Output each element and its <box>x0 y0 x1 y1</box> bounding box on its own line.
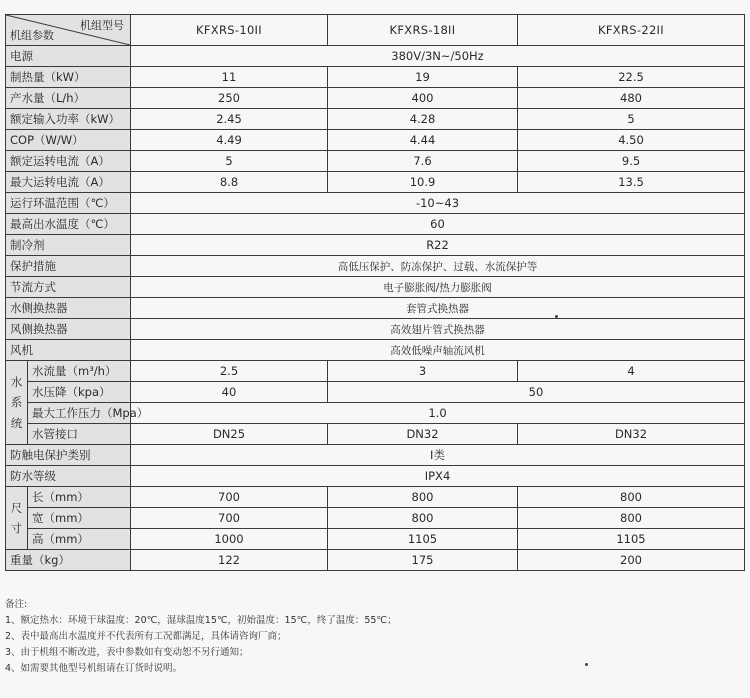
cell-value: R22 <box>131 235 745 256</box>
cell-value: 8.8 <box>131 172 328 193</box>
cell-value: 5 <box>131 151 328 172</box>
cell-value: 800 <box>518 487 745 508</box>
table-row <box>6 214 745 235</box>
cell-value: 700 <box>131 487 328 508</box>
cell-value: 3 <box>328 361 518 382</box>
note-item: 3、由于机组不断改进，表中参数如有变动恕不另行通知； <box>5 647 249 658</box>
cell-value: 50 <box>328 382 745 403</box>
table-row <box>6 172 745 193</box>
row-label: 风机 <box>6 340 131 361</box>
row-label: 制冷剂 <box>6 235 131 256</box>
cell-value: 2.5 <box>131 361 328 382</box>
corner-model-label: 机组型号 <box>80 19 124 32</box>
cell-value: 7.6 <box>328 151 518 172</box>
row-label: 最大工作压力（Mpa） <box>28 403 131 424</box>
table-row <box>6 550 745 571</box>
cell-value: 1.0 <box>131 403 745 424</box>
table-row <box>6 235 745 256</box>
cell-value: 11 <box>131 67 328 88</box>
table-row <box>6 130 745 151</box>
cell-value: 400 <box>328 88 518 109</box>
model-header: KFXRS-22II <box>518 15 745 46</box>
table-row <box>6 109 745 130</box>
group-char: 尺 <box>10 500 23 515</box>
cell-value: 高效翅片管式换热器 <box>131 319 745 340</box>
cell-value: 4.50 <box>518 130 745 151</box>
spec-table <box>5 14 745 571</box>
cell-value: 4.28 <box>328 109 518 130</box>
table-row <box>6 46 745 67</box>
notes-title: 备注: <box>5 599 28 610</box>
cell-value: 10.9 <box>328 172 518 193</box>
note-item: 1、额定热水：环境干球温度：20℃，湿球温度15℃，初始温度：15℃，终了温度：55℃； <box>5 615 397 626</box>
table-row <box>6 88 745 109</box>
table-row <box>6 445 745 466</box>
row-label: 水管接口 <box>28 424 131 445</box>
table-row <box>6 193 745 214</box>
dimensions-group-label <box>6 487 28 550</box>
cell-value: 5 <box>518 109 745 130</box>
cell-value: DN25 <box>131 424 328 445</box>
cell-value: -10~43 <box>131 193 745 214</box>
cell-value: 1000 <box>131 529 328 550</box>
row-label: 水压降（kpa） <box>28 382 131 403</box>
row-label: 最高出水温度（℃） <box>6 214 131 235</box>
cell-value: 800 <box>328 508 518 529</box>
table-row <box>6 256 745 277</box>
row-label: 节流方式 <box>6 277 131 298</box>
cell-value: 高效低噪声轴流风机 <box>131 340 745 361</box>
row-label: 保护措施 <box>6 256 131 277</box>
group-char: 统 <box>10 415 23 430</box>
table-row <box>6 508 745 529</box>
model-header: KFXRS-10II <box>131 15 328 46</box>
group-char: 寸 <box>10 521 23 535</box>
cell-value: I类 <box>131 445 745 466</box>
water-system-group-label <box>6 361 28 445</box>
cell-value: 800 <box>518 508 745 529</box>
cell-value: 40 <box>131 382 328 403</box>
row-label: 产水量（L/h） <box>6 88 131 109</box>
row-label: 额定运转电流（A） <box>6 151 131 172</box>
notes-section <box>5 597 745 677</box>
cell-value: 电子膨胀阀/热力膨胀阀 <box>131 277 745 298</box>
row-label: 额定输入功率（kW） <box>6 109 131 130</box>
cell-value: 4 <box>518 361 745 382</box>
cell-value: 2.45 <box>131 109 328 130</box>
table-row <box>6 151 745 172</box>
cell-value: 60 <box>131 214 745 235</box>
row-label: 电源 <box>6 46 131 67</box>
note-item: 2、表中最高出水温度并不代表所有工况都满足，具体请咨询厂商； <box>5 631 287 642</box>
table-row <box>6 361 745 382</box>
table-row <box>6 403 745 424</box>
note-item: 4、如需要其他型号机组请在订货时说明。 <box>5 663 183 674</box>
header-corner <box>6 15 131 46</box>
row-label: 制热量（kW） <box>6 67 131 88</box>
table-row <box>6 277 745 298</box>
corner-param-label: 机组参数 <box>10 29 54 42</box>
table-row <box>6 67 745 88</box>
cell-value: 4.49 <box>131 130 328 151</box>
cell-value: 套管式换热器 <box>131 298 745 319</box>
row-label: 长（mm） <box>28 487 131 508</box>
row-label: 风侧换热器 <box>6 319 131 340</box>
group-char: 系 <box>10 395 23 410</box>
table-row <box>6 382 745 403</box>
cell-value: 122 <box>131 550 328 571</box>
cell-value: 22.5 <box>518 67 745 88</box>
row-label: 水流量（m³/h） <box>28 361 131 382</box>
cell-value: 13.5 <box>518 172 745 193</box>
row-label: 高（mm） <box>28 529 131 550</box>
cell-value: 175 <box>328 550 518 571</box>
scan-speck <box>555 315 558 318</box>
row-label: 防水等级 <box>6 466 131 487</box>
cell-value: 19 <box>328 67 518 88</box>
cell-value: 200 <box>518 550 745 571</box>
cell-value: 380V/3N~/50Hz <box>131 46 745 67</box>
table-row <box>6 424 745 445</box>
table-row <box>6 529 745 550</box>
table-row <box>6 487 745 508</box>
row-label: COP（W/W） <box>6 130 131 151</box>
row-label: 重量（kg） <box>6 550 131 571</box>
cell-value: 高低压保护、防冻保护、过载、水流保护等 <box>131 256 745 277</box>
cell-value: IPX4 <box>131 466 745 487</box>
row-label: 水侧换热器 <box>6 298 131 319</box>
cell-value: 9.5 <box>518 151 745 172</box>
group-char: 水 <box>10 375 23 390</box>
header-row <box>6 15 745 46</box>
table-row <box>6 466 745 487</box>
cell-value: 4.44 <box>328 130 518 151</box>
model-header: KFXRS-18II <box>328 15 518 46</box>
table-row <box>6 340 745 361</box>
row-label: 最大运转电流（A） <box>6 172 131 193</box>
cell-value: DN32 <box>518 424 745 445</box>
cell-value: DN32 <box>328 424 518 445</box>
table-row <box>6 319 745 340</box>
cell-value: 480 <box>518 88 745 109</box>
row-label: 防触电保护类别 <box>6 445 131 466</box>
row-label: 宽（mm） <box>28 508 131 529</box>
table-row <box>6 298 745 319</box>
cell-value: 1105 <box>328 529 518 550</box>
cell-value: 250 <box>131 88 328 109</box>
row-label: 运行环温范围（℃） <box>6 193 131 214</box>
cell-value: 800 <box>328 487 518 508</box>
cell-value: 700 <box>131 508 328 529</box>
cell-value: 1105 <box>518 529 745 550</box>
